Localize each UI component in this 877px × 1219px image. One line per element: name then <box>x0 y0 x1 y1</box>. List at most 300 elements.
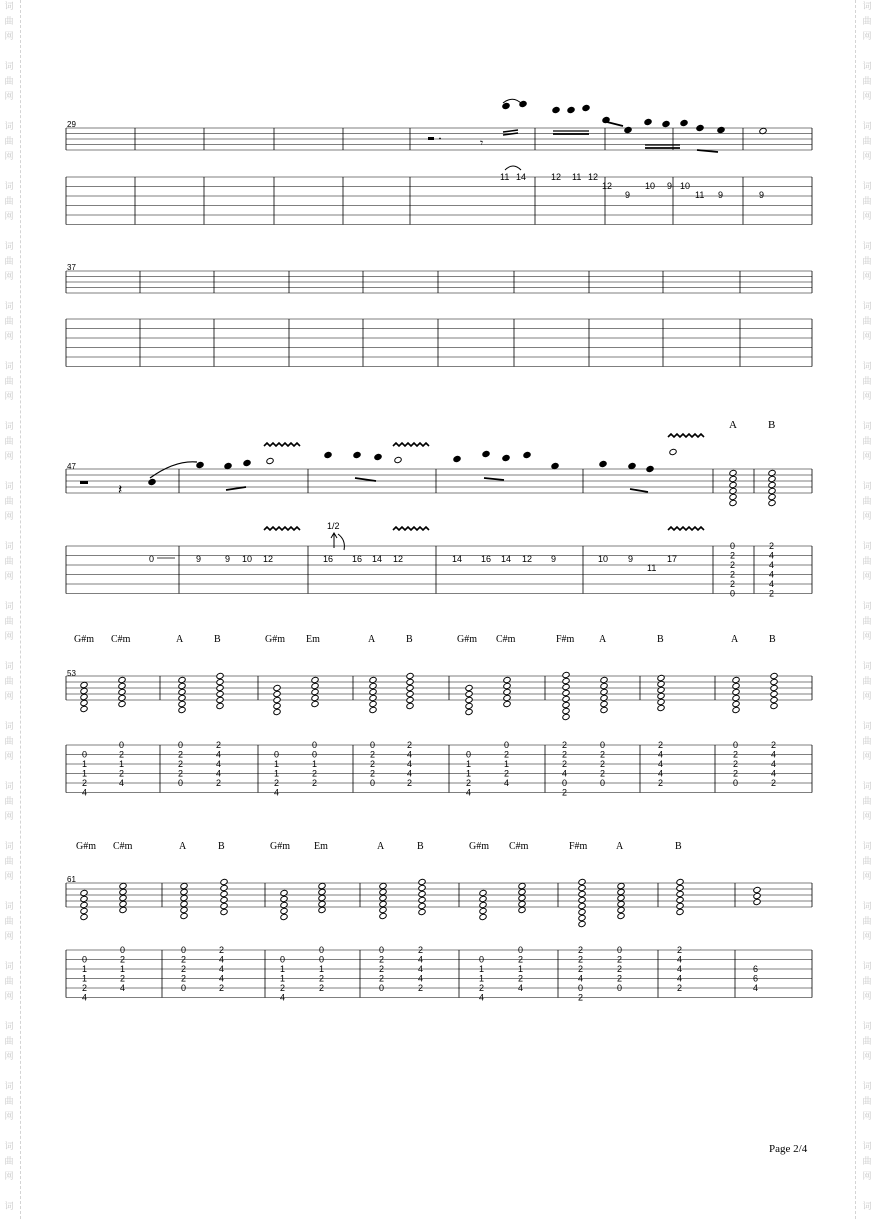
watermark-glyph: 网 <box>862 152 872 162</box>
notehead <box>518 882 526 889</box>
chord-name: G#m <box>76 841 96 852</box>
notehead <box>479 895 487 902</box>
watermark-glyph: 曲 <box>4 77 14 87</box>
watermark-glyph: 网 <box>4 752 14 762</box>
notehead <box>280 889 288 896</box>
tab-number: 2 <box>312 778 318 788</box>
notehead <box>768 487 776 494</box>
tab-number: 2 <box>617 964 623 974</box>
measure-number: 53 <box>67 669 76 678</box>
tab-number: 4 <box>578 973 584 984</box>
notehead <box>657 674 665 681</box>
chord-name: A <box>616 841 624 852</box>
tab-vibrato <box>668 527 704 530</box>
notehead <box>503 682 511 689</box>
chord-name: B <box>214 634 221 645</box>
tab-number: 0 <box>504 740 510 750</box>
tab-number: 2 <box>658 740 664 750</box>
chord-name: B <box>769 634 776 645</box>
tab-number: 1 <box>319 964 325 974</box>
tab-number: 2 <box>312 768 318 779</box>
chord-name: A <box>599 634 607 645</box>
tab-number: 2 <box>82 778 88 788</box>
notehead <box>465 702 473 709</box>
notehead <box>578 902 586 909</box>
notehead <box>353 451 361 458</box>
notehead <box>220 902 228 909</box>
tab-number: 2 <box>418 945 424 955</box>
chord-names <box>76 841 682 852</box>
tab-number: 4 <box>771 749 777 760</box>
watermark-glyph: 曲 <box>862 617 872 627</box>
tab-number: 14 <box>501 554 512 564</box>
watermark-glyph: 网 <box>4 92 14 102</box>
tab-number: 2 <box>82 983 88 993</box>
notehead <box>318 882 326 889</box>
notehead <box>216 678 224 685</box>
quarter-rest: 𝄽 <box>118 483 123 498</box>
watermark-glyph: 词 <box>862 782 872 792</box>
chord-name: G#m <box>457 634 477 645</box>
notehead <box>617 906 625 913</box>
watermark-glyph: 曲 <box>4 977 14 987</box>
tab-number: 0 <box>466 749 472 760</box>
notehead <box>280 913 288 920</box>
measure-number: 37 <box>67 263 76 272</box>
notehead <box>273 696 281 703</box>
watermark-glyph: 网 <box>862 572 872 582</box>
watermark-glyph: 曲 <box>862 497 872 507</box>
tab-number: 2 <box>280 983 286 993</box>
notehead <box>696 124 704 131</box>
tab-number: 11 <box>572 172 582 182</box>
tab-number: 2 <box>730 560 736 570</box>
notehead <box>119 888 127 895</box>
watermark-glyph: 曲 <box>4 677 14 687</box>
notehead <box>465 696 473 703</box>
watermark-glyph: 曲 <box>4 1097 14 1107</box>
notehead <box>148 478 156 485</box>
measure-number: 29 <box>67 120 76 129</box>
watermark-glyph: 词 <box>4 782 14 792</box>
notehead <box>118 700 126 707</box>
watermark-glyph: 词 <box>4 962 14 972</box>
notehead <box>406 702 414 709</box>
tab-number: 2 <box>319 973 325 984</box>
tab-number: 0 <box>730 588 736 599</box>
tab-number: 0 <box>370 778 376 788</box>
notehead <box>465 708 473 715</box>
notehead <box>770 672 778 679</box>
notehead <box>216 684 224 691</box>
notehead <box>567 106 575 113</box>
tab-number: 4 <box>658 768 664 779</box>
watermark-glyph: 网 <box>4 32 14 42</box>
notehead <box>617 900 625 907</box>
notehead <box>318 900 326 907</box>
tab-number: 4 <box>407 749 413 760</box>
tab-number: 1 <box>280 964 286 974</box>
watermark-glyph: 曲 <box>862 317 872 327</box>
notehead <box>180 882 188 889</box>
tab-number: 2 <box>418 983 424 993</box>
tab-number: 4 <box>771 759 777 769</box>
tab-number: 4 <box>518 983 524 993</box>
notehead <box>369 706 377 713</box>
tab-number: 2 <box>379 964 385 974</box>
tab-number: 4 <box>219 973 225 984</box>
tab-number: 4 <box>677 964 683 974</box>
dot <box>439 138 441 140</box>
watermark-glyph: 词 <box>862 722 872 732</box>
tab-number: 2 <box>730 579 736 589</box>
tab-number: 11 <box>647 563 657 573</box>
tab-number: 0 <box>120 945 126 955</box>
notehead <box>657 692 665 699</box>
eighth-rest: 𝄾 <box>480 136 484 150</box>
tab-number: 16 <box>352 554 363 564</box>
notehead <box>178 700 186 707</box>
watermark-glyph: 曲 <box>862 557 872 567</box>
notehead <box>562 677 570 684</box>
notehead <box>578 890 586 897</box>
notehead <box>479 913 487 920</box>
watermark-glyph: 词 <box>4 1082 14 1092</box>
notehead <box>502 454 510 461</box>
notehead <box>80 913 88 920</box>
notehead <box>406 696 414 703</box>
watermark-glyph: 网 <box>862 452 872 462</box>
watermark-glyph: 曲 <box>4 317 14 327</box>
notehead <box>732 688 740 695</box>
notehead <box>273 708 281 715</box>
watermark-glyph: 曲 <box>4 557 14 567</box>
notehead <box>418 884 426 891</box>
tab-number: 0 <box>312 740 318 750</box>
notehead <box>178 694 186 701</box>
notehead <box>518 900 526 907</box>
notehead <box>406 672 414 679</box>
tab-number: 0 <box>119 740 125 750</box>
watermark-glyph: 曲 <box>4 1037 14 1047</box>
watermark-glyph: 曲 <box>862 1157 872 1167</box>
watermark-glyph: 词 <box>862 182 872 192</box>
watermark-glyph: 词 <box>862 902 872 912</box>
notehead <box>676 902 684 909</box>
tab-number: 0 <box>578 983 584 993</box>
bend-label: 1/2 <box>327 521 340 531</box>
notehead <box>503 676 511 683</box>
watermark-glyph: 网 <box>4 1052 14 1062</box>
notehead <box>676 908 684 915</box>
watermark-glyph: 曲 <box>862 137 872 147</box>
tab-number: 2 <box>677 945 683 955</box>
tab-number: 0 <box>181 983 187 993</box>
tab-number: 1 <box>274 759 280 769</box>
notehead <box>729 499 737 506</box>
tab-number: 2 <box>216 740 222 750</box>
notehead <box>311 676 319 683</box>
tab-number: 2 <box>771 740 777 750</box>
watermark-glyph: 网 <box>4 872 14 882</box>
watermark-glyph: 网 <box>4 392 14 402</box>
tab-number: 12 <box>588 172 599 182</box>
tab-number: 2 <box>771 778 777 788</box>
notehead <box>600 676 608 683</box>
notehead <box>394 456 402 463</box>
watermark-glyph: 词 <box>4 482 14 492</box>
notehead <box>552 106 560 113</box>
watermark-glyph: 网 <box>4 692 14 702</box>
chord-name: A <box>176 634 184 645</box>
notehead <box>578 920 586 927</box>
notehead <box>418 902 426 909</box>
notehead <box>676 890 684 897</box>
watermark-glyph: 曲 <box>4 377 14 387</box>
notehead <box>119 906 127 913</box>
tab-number: 4 <box>407 768 413 779</box>
notehead <box>406 678 414 685</box>
tab-number: 2 <box>562 740 568 750</box>
tab-number: 0 <box>600 740 606 750</box>
tab-number: 2 <box>181 954 187 965</box>
chord-name: A <box>368 634 376 645</box>
notehead <box>562 713 570 720</box>
tab-number: 0 <box>280 954 286 965</box>
tab-number: 2 <box>181 973 187 984</box>
notehead <box>243 459 251 466</box>
notehead <box>220 878 228 885</box>
notehead <box>369 694 377 701</box>
notehead <box>479 901 487 908</box>
notehead <box>180 888 188 895</box>
tab-number: 2 <box>617 954 623 965</box>
notehead <box>729 469 737 476</box>
watermark-glyph: 词 <box>4 902 14 912</box>
tab-number: 2 <box>407 778 413 788</box>
tab-number: 4 <box>407 759 413 769</box>
notehead <box>600 700 608 707</box>
watermark-glyph: 词 <box>862 362 872 372</box>
watermark-glyph: 网 <box>4 152 14 162</box>
notehead <box>80 901 88 908</box>
watermark-glyph: 网 <box>862 332 872 342</box>
notehead <box>180 894 188 901</box>
beam <box>603 121 623 126</box>
beam <box>630 489 648 492</box>
watermark-glyph: 词 <box>862 662 872 672</box>
notehead <box>732 700 740 707</box>
tab-number: 2 <box>504 749 510 760</box>
tab-number: 14 <box>452 554 463 564</box>
tab-number: 0 <box>178 740 184 750</box>
tab-number: 2 <box>733 759 739 769</box>
notehead <box>369 688 377 695</box>
tab-number: 1 <box>312 759 318 769</box>
notehead <box>753 892 761 899</box>
chord-name: F#m <box>556 634 575 645</box>
tab-number: 0 <box>82 954 88 965</box>
chord-name: F#m <box>569 841 588 852</box>
notehead <box>180 912 188 919</box>
watermark-glyph: 网 <box>862 92 872 102</box>
notehead <box>280 901 288 908</box>
tab-number: 1 <box>82 964 88 974</box>
tab-number: 1 <box>280 973 286 984</box>
watermark-glyph: 词 <box>4 302 14 312</box>
tab-number: 4 <box>82 787 88 798</box>
watermark-glyph: 曲 <box>4 257 14 267</box>
tab-number: 4 <box>418 973 424 984</box>
watermark-glyph: 网 <box>862 272 872 282</box>
notehead <box>118 682 126 689</box>
watermark-glyph: 词 <box>4 722 14 732</box>
watermark-glyph: 网 <box>862 752 872 762</box>
notehead <box>717 126 725 133</box>
notehead <box>617 888 625 895</box>
tab-number: 2 <box>733 768 739 779</box>
notehead <box>216 690 224 697</box>
tab-number: 0 <box>617 945 623 955</box>
chord-name: B <box>675 841 682 852</box>
watermark-glyph: 曲 <box>862 857 872 867</box>
watermark-glyph: 词 <box>4 182 14 192</box>
tab-number: 0 <box>730 541 736 551</box>
watermark-glyph: 词 <box>4 242 14 252</box>
tab-number: 12 <box>263 554 274 564</box>
tab-number: 1 <box>82 759 88 769</box>
tab-number: 1 <box>466 768 472 779</box>
tab-number: 16 <box>481 554 492 564</box>
tab-number: 2 <box>578 964 584 974</box>
notehead <box>599 460 607 467</box>
tab-number: 2 <box>178 768 184 779</box>
tab-number: 4 <box>562 768 568 779</box>
notehead <box>482 450 490 457</box>
tab-number: 12 <box>551 172 562 182</box>
watermark-glyph: 词 <box>4 602 14 612</box>
tab-number: 4 <box>466 787 472 798</box>
chord-name: B <box>657 634 664 645</box>
tab-number: 0 <box>518 945 524 955</box>
notehead <box>80 687 88 694</box>
tab-number: 2 <box>658 778 664 788</box>
watermark-glyph: 词 <box>862 1202 872 1212</box>
watermark-glyph: 网 <box>4 1172 14 1182</box>
tab-number: 2 <box>600 749 606 760</box>
watermark-glyph: 网 <box>862 1112 872 1122</box>
tab-number: 2 <box>119 749 125 760</box>
tab-number: 2 <box>733 749 739 760</box>
notehead <box>770 684 778 691</box>
watermark-glyph: 词 <box>862 2 872 12</box>
tab-number: 1 <box>82 768 88 779</box>
watermark-glyph: 曲 <box>862 917 872 927</box>
notehead <box>118 694 126 701</box>
chord-name: B <box>417 841 424 852</box>
chord-name: C#m <box>496 634 516 645</box>
notehead <box>578 878 586 885</box>
watermark-glyph: 词 <box>4 842 14 852</box>
chord-name: G#m <box>469 841 489 852</box>
tab-number: 10 <box>645 181 656 191</box>
notehead <box>646 465 654 472</box>
watermark-glyph: 词 <box>4 662 14 672</box>
tab-number: 16 <box>323 554 334 564</box>
tab-number: 1 <box>466 759 472 769</box>
watermark-glyph: 网 <box>4 212 14 222</box>
tab-number: 12 <box>393 554 404 564</box>
watermark-glyph: 曲 <box>862 1097 872 1107</box>
notehead <box>523 451 531 458</box>
notehead <box>518 894 526 901</box>
notehead <box>657 680 665 687</box>
notehead <box>379 912 387 919</box>
tab-number: 2 <box>120 973 126 984</box>
notehead <box>379 882 387 889</box>
notehead <box>768 469 776 476</box>
watermark-glyph: 曲 <box>862 377 872 387</box>
chord-name: G#m <box>270 841 290 852</box>
watermark-glyph: 曲 <box>862 977 872 987</box>
tab-number: 1 <box>479 973 485 984</box>
chord-name: C#m <box>111 634 131 645</box>
notehead <box>518 906 526 913</box>
tab-number: 1 <box>504 759 510 769</box>
tab-number: 9 <box>625 190 631 200</box>
watermark-glyph: 词 <box>862 1022 872 1032</box>
tab-number: 9 <box>759 190 765 200</box>
tab-number: 4 <box>216 759 222 769</box>
notehead <box>729 475 737 482</box>
watermark-glyph: 曲 <box>862 737 872 747</box>
watermark-glyph: 网 <box>862 932 872 942</box>
tab-number: 2 <box>379 973 385 984</box>
tab-number: 0 <box>733 778 739 788</box>
tab-slur <box>505 166 521 170</box>
notehead <box>465 684 473 691</box>
tab-number: 4 <box>418 954 424 965</box>
beam <box>226 487 246 490</box>
tab-number: 1 <box>82 973 88 984</box>
notehead <box>770 678 778 685</box>
tab-number: 0 <box>274 749 280 760</box>
tab-number: 2 <box>730 569 736 580</box>
bend-arrow <box>331 533 344 550</box>
watermark-glyph: 网 <box>862 992 872 1002</box>
slur <box>150 462 197 478</box>
chord-name: A <box>729 419 737 431</box>
tab-number: 4 <box>769 550 775 561</box>
notehead <box>732 694 740 701</box>
tab-number: 2 <box>370 749 376 760</box>
watermark-glyph: 词 <box>4 62 14 72</box>
notehead <box>220 908 228 915</box>
watermark-glyph: 网 <box>862 812 872 822</box>
tab-number: 2 <box>216 778 222 788</box>
tab-numbers <box>149 554 677 573</box>
watermark-glyph: 词 <box>862 1142 872 1152</box>
notehead <box>662 120 670 127</box>
watermark-glyph: 曲 <box>862 677 872 687</box>
notehead <box>562 695 570 702</box>
watermark-glyph: 词 <box>4 1022 14 1032</box>
notehead <box>768 499 776 506</box>
tab-number: 4 <box>504 778 510 788</box>
notehead <box>502 102 510 109</box>
watermark-glyph: 曲 <box>862 797 872 807</box>
tab-number: 4 <box>769 560 775 570</box>
